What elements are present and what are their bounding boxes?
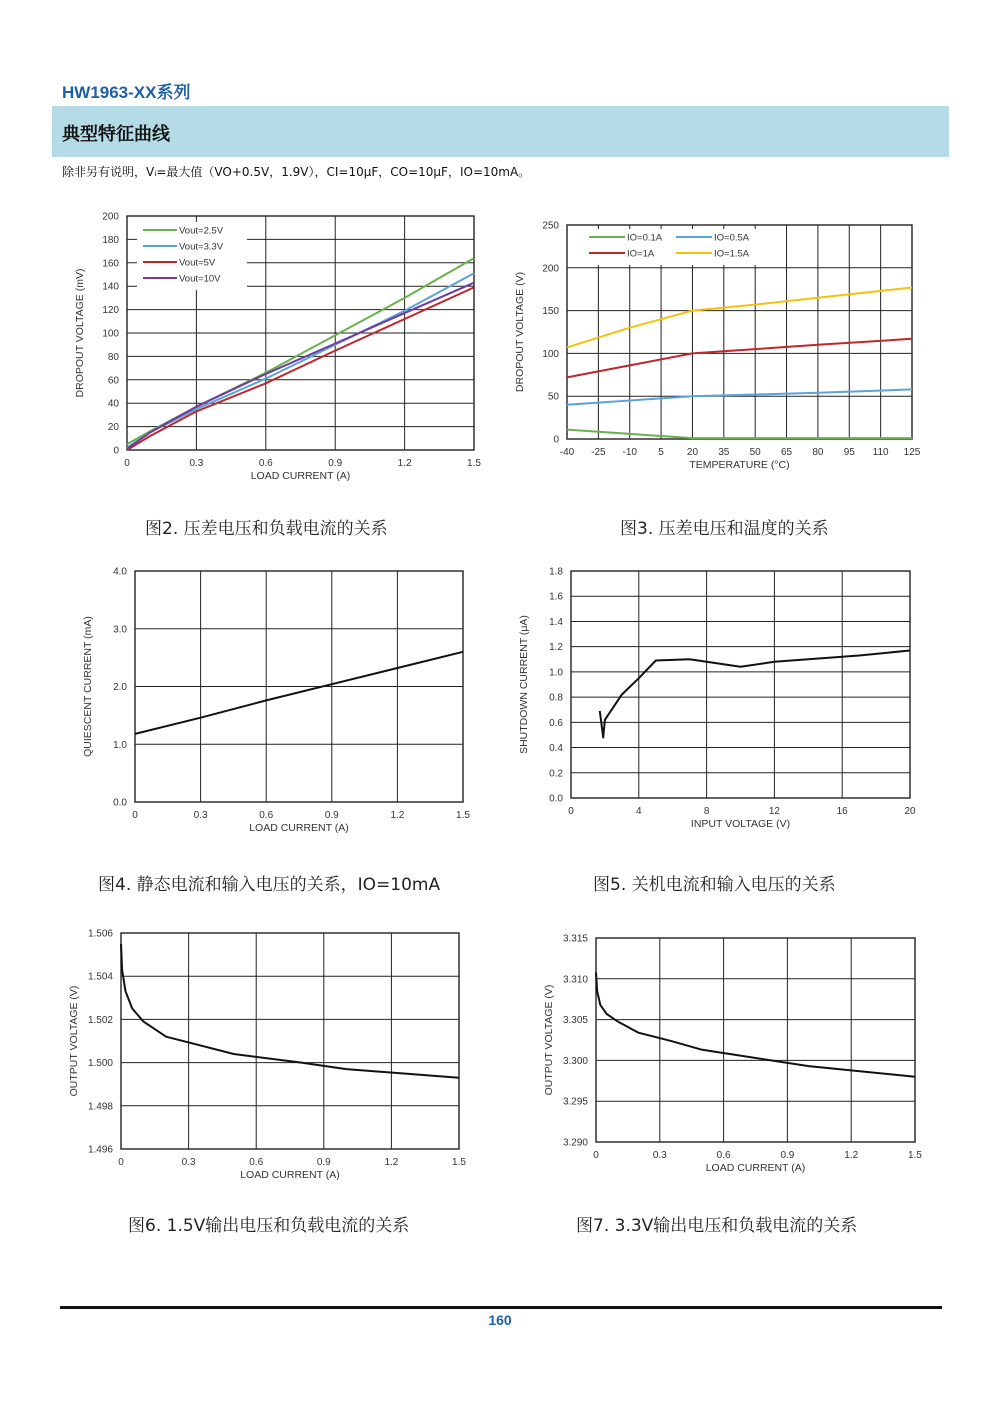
footer-rule	[60, 1306, 942, 1309]
x-tick-label: 0.9	[328, 458, 343, 469]
x-tick-label: 0.3	[181, 1157, 196, 1168]
y-tick-label: 140	[102, 281, 119, 293]
y-tick-label: 3.315	[562, 933, 588, 945]
y-tick-label: 1.498	[87, 1101, 113, 1113]
y-tick-label: 4.0	[113, 566, 127, 578]
caption-fig2: 图2. 压差电压和负载电流的关系	[145, 519, 388, 539]
y-tick-label: 0.8	[549, 692, 563, 704]
y-tick-label: 20	[107, 422, 119, 434]
x-tick-label: 1.2	[390, 810, 405, 821]
plot-frame	[121, 933, 459, 1149]
chart-quiescent-vs-load	[75, 563, 475, 838]
x-tick-label: 35	[718, 447, 730, 458]
test-conditions: 除非另有说明，Vᵢ=最大值（VO+0.5V，1.9V），CI=10μF，CO=10μF，IO=10mA。	[62, 165, 531, 179]
y-axis-label: QUIESCENT CURRENT (mA)	[82, 616, 94, 757]
chart-shutdown-vs-input	[510, 563, 920, 835]
chart-dropout-vs-load	[60, 205, 490, 490]
y-tick-label: 3.290	[562, 1137, 588, 1149]
plot-frame	[571, 571, 910, 798]
legend-label: IO=1A	[627, 248, 655, 260]
legend-label: Vout=2.5V	[179, 225, 224, 237]
x-tick-label: 0	[124, 458, 130, 469]
y-tick-label: 1.4	[549, 616, 563, 628]
y-tick-label: 2.0	[113, 682, 127, 693]
y-tick-label: 200	[542, 263, 559, 275]
y-tick-label: 60	[107, 375, 119, 387]
legend-label: IO=1.5A	[714, 248, 750, 260]
section-header-band	[52, 106, 949, 157]
y-tick-label: 1.496	[87, 1144, 113, 1156]
caption-fig7: 图7. 3.3V输出电压和负载电流的关系	[576, 1216, 858, 1236]
x-tick-label: 0	[568, 806, 574, 817]
x-tick-label: 8	[703, 806, 710, 817]
y-axis-label: OUTPUT VOLTAGE (V)	[543, 984, 555, 1096]
legend-label: Vout=5V	[179, 257, 216, 269]
y-tick-label: 1.0	[549, 667, 563, 679]
x-tick-label: 16	[836, 806, 848, 817]
y-tick-label: 1.500	[87, 1058, 113, 1070]
fig4-svg	[75, 563, 475, 838]
x-tick-label: -10	[622, 447, 637, 458]
y-tick-label: 0.0	[549, 793, 563, 805]
y-tick-label: 200	[102, 211, 119, 223]
x-tick-label: -40	[559, 447, 575, 458]
y-tick-label: 80	[107, 351, 119, 363]
chart-vout15-vs-load	[60, 925, 470, 1185]
y-tick-label: 0.2	[549, 768, 563, 780]
x-tick-label: 0.3	[652, 1150, 667, 1161]
plot-frame	[596, 938, 915, 1142]
y-tick-label: 3.295	[562, 1096, 588, 1108]
x-axis-label: LOAD CURRENT (A)	[240, 1169, 340, 1181]
x-tick-label: 20	[686, 447, 699, 458]
series-title: HW1963-XX系列	[62, 83, 191, 102]
y-tick-label: 180	[102, 234, 119, 246]
y-tick-label: 3.305	[562, 1015, 588, 1027]
y-axis-label: DROPOUT VOLTAGE (V)	[514, 271, 526, 393]
y-tick-label: 3.0	[113, 624, 127, 636]
x-tick-label: 65	[780, 447, 793, 458]
x-tick-label: 0.6	[716, 1150, 731, 1161]
fig7-svg	[538, 930, 928, 1180]
x-tick-label: 0.6	[259, 810, 274, 821]
y-axis-label: OUTPUT VOLTAGE (V)	[68, 985, 80, 1097]
legend-label: IO=0.5A	[714, 232, 750, 244]
fig2-svg	[60, 205, 490, 490]
y-tick-label: 1.502	[87, 1014, 113, 1026]
page-number: 160	[488, 1312, 512, 1328]
x-axis-label: LOAD CURRENT (A)	[250, 470, 351, 482]
legend-label: Vout=3.3V	[179, 241, 224, 253]
x-tick-label: 125	[903, 447, 921, 458]
caption-fig5: 图5. 关机电流和输入电压的关系	[593, 875, 836, 895]
y-tick-label: 120	[102, 305, 119, 317]
x-tick-label: 4	[636, 806, 642, 817]
x-axis-label: TEMPERATURE (°C)	[689, 459, 790, 471]
y-tick-label: 50	[547, 391, 559, 403]
x-tick-label: 1.5	[456, 810, 470, 821]
y-tick-label: 0	[553, 434, 559, 446]
y-tick-label: 1.0	[113, 739, 127, 751]
y-tick-label: 1.6	[549, 591, 563, 603]
y-axis-label: SHUTDOWN CURRENT (μA)	[518, 615, 530, 754]
x-tick-label: 0.9	[780, 1150, 795, 1161]
x-tick-label: 0.9	[316, 1157, 331, 1168]
x-tick-label: 0	[593, 1150, 599, 1161]
fig6-svg	[60, 925, 470, 1185]
x-tick-label: 0.6	[258, 458, 273, 469]
caption-fig4: 图4. 静态电流和输入电压的关系，IO=10mA	[98, 875, 441, 895]
x-tick-label: 0	[132, 810, 138, 821]
x-tick-label: 1.2	[397, 458, 412, 469]
legend-label: IO=0.1A	[627, 232, 663, 244]
y-axis-label: DROPOUT VOLTAGE (mV)	[74, 268, 86, 398]
y-tick-label: 100	[102, 328, 119, 340]
x-tick-label: 0.9	[324, 810, 339, 821]
x-axis-label: INPUT VOLTAGE (V)	[690, 818, 791, 830]
y-tick-label: 3.300	[562, 1055, 588, 1067]
y-tick-label: 160	[102, 258, 119, 270]
fig5-svg	[510, 563, 920, 835]
caption-fig6: 图6. 1.5V输出电压和负载电流的关系	[128, 1216, 410, 1236]
x-tick-label: 95	[843, 447, 855, 458]
y-tick-label: 0	[113, 445, 119, 457]
y-tick-label: 1.506	[87, 928, 113, 940]
chart-dropout-vs-temperature	[505, 215, 925, 480]
x-tick-label: 5	[658, 447, 664, 458]
x-tick-label: 0.6	[249, 1157, 264, 1168]
x-tick-label: 0	[118, 1157, 124, 1168]
x-tick-label: 1.5	[467, 458, 481, 469]
x-tick-label: 1.2	[384, 1157, 399, 1168]
x-axis-label: LOAD CURRENT (A)	[705, 1162, 806, 1174]
y-tick-label: 100	[542, 348, 559, 360]
x-tick-label: 0.3	[189, 458, 204, 469]
x-axis-label: LOAD CURRENT (A)	[249, 822, 349, 834]
x-tick-label: 1.5	[452, 1157, 466, 1168]
y-tick-label: 0.6	[549, 717, 563, 729]
y-tick-label: 250	[542, 220, 559, 232]
y-tick-label: 3.310	[562, 974, 588, 986]
y-tick-label: 1.504	[87, 971, 113, 983]
y-tick-label: 40	[107, 398, 119, 410]
y-tick-label: 0.0	[113, 797, 127, 809]
y-tick-label: 1.8	[549, 566, 563, 578]
x-tick-label: 1.5	[908, 1150, 922, 1161]
x-tick-label: 80	[812, 447, 824, 458]
caption-fig3: 图3. 压差电压和温度的关系	[620, 519, 829, 539]
y-tick-label: 0.4	[549, 743, 563, 755]
legend-label: Vout=10V	[179, 273, 221, 285]
y-tick-label: 1.2	[549, 642, 563, 654]
x-tick-label: -25	[591, 447, 606, 458]
x-tick-label: 12	[768, 806, 780, 817]
chart-vout33-vs-load	[538, 930, 928, 1180]
x-tick-label: 0.3	[193, 810, 208, 821]
x-tick-label: 50	[749, 447, 761, 458]
y-tick-label: 150	[542, 306, 559, 318]
x-tick-label: 20	[904, 806, 916, 817]
x-tick-label: 1.2	[844, 1150, 859, 1161]
fig3-svg	[505, 215, 925, 480]
section-title: 典型特征曲线	[62, 124, 170, 145]
x-tick-label: 110	[872, 447, 889, 458]
